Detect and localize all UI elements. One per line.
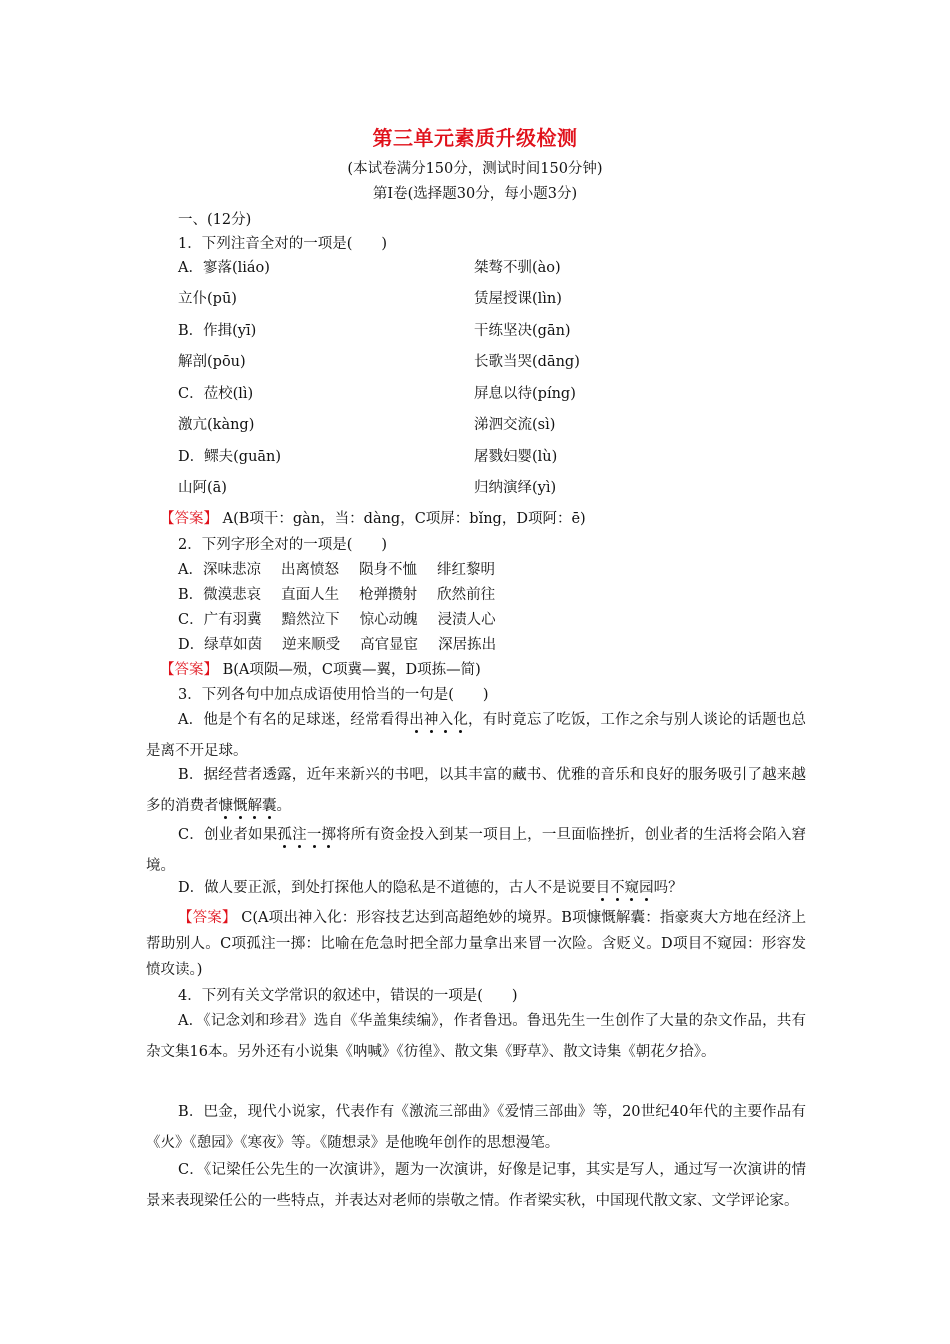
text: 吗？ bbox=[653, 880, 683, 896]
q1-option-right: 赁屋授课(lìn) bbox=[474, 291, 562, 307]
q1-option-left: B．作揖(yī) bbox=[178, 323, 257, 339]
emphasis-char: 入 bbox=[438, 712, 454, 728]
q3-option-a bbox=[146, 705, 806, 767]
emphasis-char: 出 bbox=[409, 712, 424, 728]
part-heading: 一、(12分) bbox=[178, 212, 252, 228]
dotted-idiom bbox=[409, 712, 468, 728]
q1-option-right: 屠戮妇婴(lù) bbox=[474, 449, 558, 465]
answer-text: C(A项出神入化：形容技艺达到高超绝妙的境界。B项慷慨解囊：指豪爽大方地在经济上帮助别人。C项孤注一掷：比喻在危急时把全部力量拿出来冒一次险。含贬义。D项目不窥园：形容发愤攻读。) bbox=[146, 910, 807, 978]
text: 将所有资金投入到某一项目上，一旦面临挫折，创业者的生活将会陷入窘境。 bbox=[146, 827, 807, 874]
word: 陨身不恤 bbox=[358, 562, 417, 578]
text: C．创业者如果 bbox=[178, 827, 278, 843]
emphasis-char: 神 bbox=[423, 712, 439, 728]
q2-option-row bbox=[178, 610, 496, 630]
text: ，有时竟忘了吃饭，工作之余与别人谈论的话题也总是离不开足球。 bbox=[146, 712, 806, 759]
q1-answer bbox=[160, 509, 586, 529]
q2-stem: 2．下列字形全对的一项是( ) bbox=[178, 537, 388, 553]
emphasis-char: 慨 bbox=[233, 798, 248, 814]
q1-option-right: 归纳演绎(yì) bbox=[474, 480, 557, 496]
q1-option-right: 长歌当哭(dāng) bbox=[474, 354, 580, 370]
emphasis-char: 慷 bbox=[218, 798, 233, 814]
q2-option-row bbox=[178, 635, 496, 655]
emphasis-char: 化 bbox=[453, 712, 469, 728]
emphasis-char: 孤 bbox=[277, 827, 293, 843]
answer-tag: 【答案】 bbox=[160, 662, 218, 678]
dotted-idiom bbox=[277, 827, 336, 843]
word: 高官显宦 bbox=[360, 637, 419, 653]
q1-option-left: C．莅校(lì) bbox=[178, 386, 254, 402]
q1-option-left: 山阿(ā) bbox=[178, 480, 227, 496]
q1-stem: 1．下列注音全对的一项是( ) bbox=[178, 236, 388, 252]
q2-answer bbox=[160, 660, 481, 680]
q4-option-b: B．巴金，现代小说家，代表作有《激流三部曲》《爱情三部曲》等，20世纪40年代的主要作品有《火》《憩园》《寒夜》等。《随想录》是他晚年创作的思想漫笔。 bbox=[146, 1104, 806, 1151]
q3-option-d bbox=[146, 873, 806, 904]
word: 惊心动魄 bbox=[359, 612, 418, 628]
q1-option-right: 涕泗交流(sì) bbox=[474, 417, 556, 433]
emphasis-char: 园 bbox=[639, 880, 654, 896]
answer-text: A(B项干：gàn，当：dàng，C项屏：bǐng，D项阿：ē) bbox=[222, 511, 586, 527]
answer-tag: 【答案】 bbox=[160, 511, 218, 527]
emphasis-char: 一 bbox=[306, 827, 322, 843]
q1-option-left: 解剖(pōu) bbox=[178, 354, 246, 370]
q4-option-c: C．《记梁任公先生的一次演讲》，题为一次演讲，好像是记事，其实是写人，通过写一次演讲的情景来表现梁任公的一些特点，并表达对老师的崇敬之情。作者梁实秋，中国现代散文家、文学评论家。 bbox=[146, 1162, 806, 1209]
word: B．微漠悲哀 bbox=[178, 587, 262, 603]
word: 深居拣出 bbox=[438, 637, 497, 653]
word: 直面人生 bbox=[281, 587, 340, 603]
emphasis-char: 掷 bbox=[321, 827, 337, 843]
text: A．他是个有名的足球迷，经常看得 bbox=[178, 712, 410, 728]
emphasis-char: 囊 bbox=[262, 798, 277, 814]
emphasis-char: 窥 bbox=[624, 880, 640, 896]
word: 欣然前往 bbox=[437, 587, 496, 603]
emphasis-char: 不 bbox=[610, 880, 625, 896]
q1-option-left: 激亢(kàng) bbox=[178, 417, 255, 433]
word: C．广有羽冀 bbox=[178, 612, 262, 628]
q2-option-row bbox=[178, 585, 495, 605]
q4-option-a: A．《记念刘和珍君》选自《华盖集续编》，作者鲁迅。鲁迅先生一生创作了大量的杂文作品，共有杂文集16本。另外还有小说集《呐喊》《彷徨》、散文集《野草》、散文诗集《朝花夕拾》。 bbox=[146, 1013, 806, 1060]
answer-text: B(A项陨—殒，C项冀—翼，D项拣—简) bbox=[222, 662, 481, 678]
word: 黯然泣下 bbox=[281, 612, 340, 628]
q1-option-left: 立仆(pū) bbox=[178, 291, 237, 307]
dotted-idiom bbox=[219, 798, 277, 814]
page-title: 第三单元素质升级检测 bbox=[372, 126, 578, 150]
word: 逆来顺受 bbox=[282, 637, 341, 653]
q1-option-right: 干练坚决(gān) bbox=[474, 323, 571, 339]
word: 出离愤怒 bbox=[280, 562, 339, 578]
text: B．据经营者透露，近年来新兴的书吧，以其丰富的藏书、优雅的音乐和良好的服务吸引了越来越多的消费者 bbox=[146, 767, 806, 814]
word: 枪弹攒射 bbox=[359, 587, 418, 603]
text: D．做人要正派，到处打探他人的隐私是不道德的，古人不是说要 bbox=[178, 880, 596, 896]
dotted-idiom bbox=[596, 880, 654, 896]
exam-info: (本试卷满分150分，测试时间150分钟) bbox=[347, 161, 603, 177]
q1-option-right: 屏息以待(píng) bbox=[474, 386, 576, 402]
answer-tag: 【答案】 bbox=[178, 910, 237, 926]
q3-stem: 3．下列各句中加点成语使用恰当的一句是( ) bbox=[178, 687, 489, 703]
q1-option-left: A．寥落(liáo) bbox=[178, 260, 270, 276]
word: A．深味悲凉 bbox=[178, 562, 261, 578]
section-title: 第Ⅰ卷(选择题30分，每小题3分) bbox=[372, 186, 578, 202]
word: D．绿草如茵 bbox=[178, 637, 263, 653]
emphasis-char: 目 bbox=[595, 880, 611, 896]
q3-option-b bbox=[146, 760, 806, 822]
q1-option-left: D．鳏夫(guān) bbox=[178, 449, 282, 465]
word: 浸渍人心 bbox=[437, 612, 496, 628]
q1-option-right: 桀骜不驯(ào) bbox=[474, 260, 561, 276]
q3-answer bbox=[146, 905, 806, 983]
word: 绯红黎明 bbox=[436, 562, 495, 578]
emphasis-char: 注 bbox=[292, 827, 307, 843]
text: 。 bbox=[276, 798, 291, 814]
q4-stem: 4．下列有关文学常识的叙述中，错误的一项是( ) bbox=[178, 988, 518, 1004]
emphasis-char: 解 bbox=[247, 798, 262, 814]
q2-option-row bbox=[178, 560, 495, 580]
